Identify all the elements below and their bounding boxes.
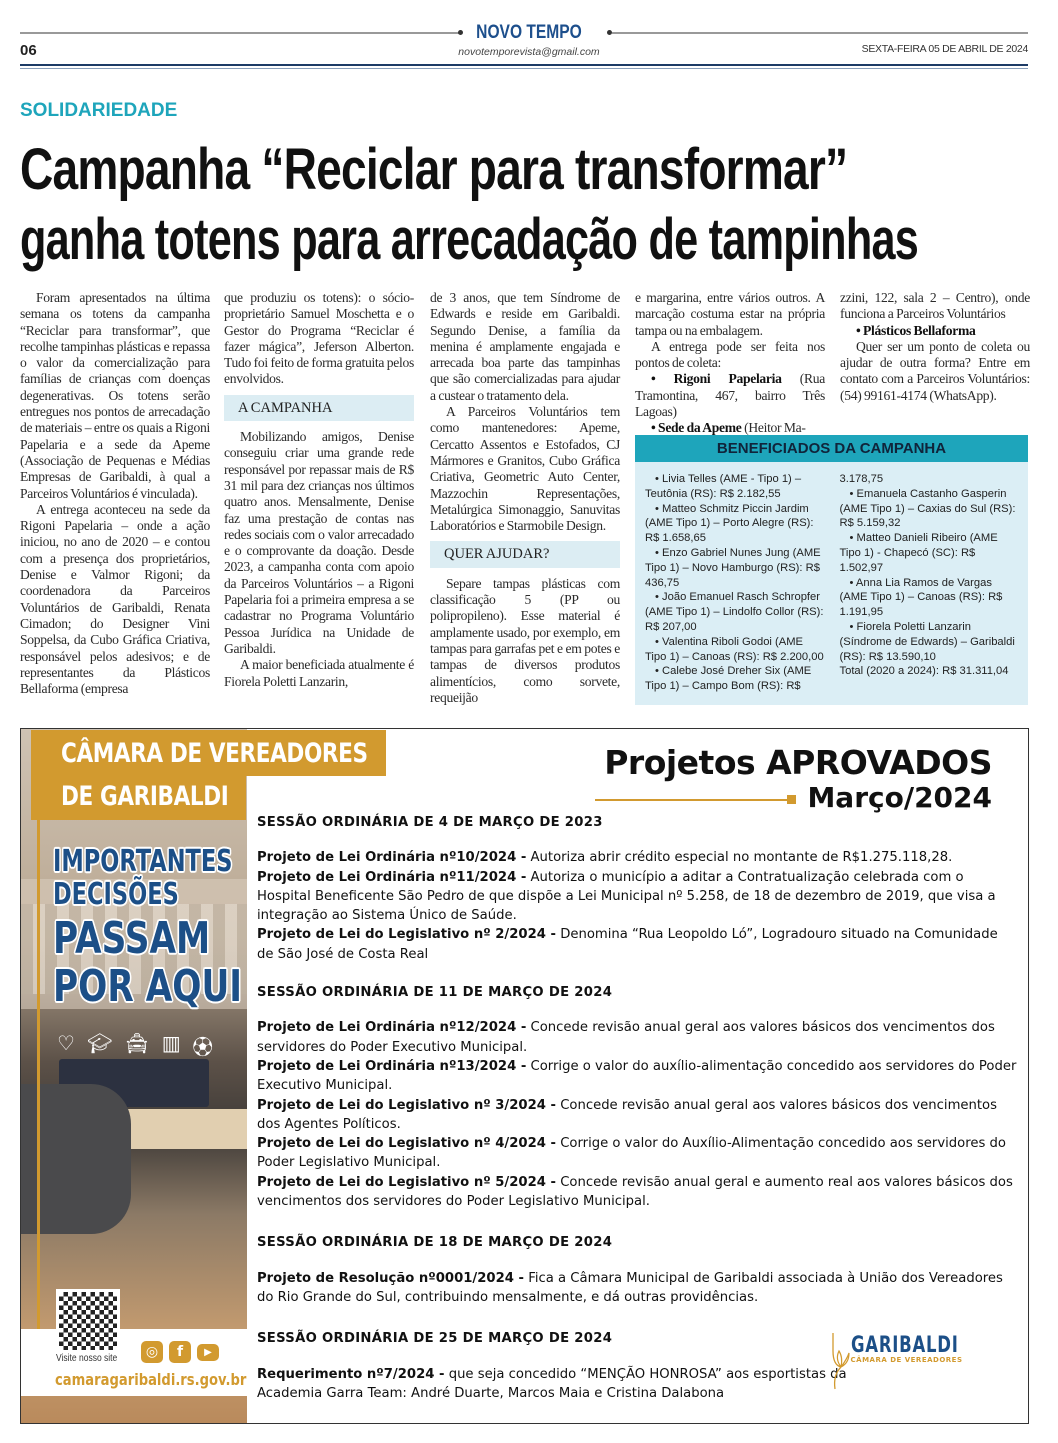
slogan-line: POR AQUI <box>53 961 243 1012</box>
session-heading: SESSÃO ORDINÁRIA DE 18 DE MARÇO DE 2024 <box>257 1235 613 1251</box>
session <box>257 813 1017 964</box>
slogan-line: DECISÕES <box>53 877 179 912</box>
advertisement-camara <box>20 728 1029 1424</box>
article-column-3 <box>430 290 620 706</box>
list-item: • Enzo Gabriel Nunes Jung (AME Tipo 1) – Novo Hamburgo (RS): R$ 436,75 <box>645 546 826 590</box>
subheading-quer-ajudar: QUER AJUDAR? <box>430 541 620 567</box>
header-divider <box>20 64 1028 66</box>
visit-label: Visite nosso site <box>56 1353 118 1364</box>
collection-point: • Plásticos Bellaforma <box>856 322 976 338</box>
headline-line-2: ganha totens para arrecadação de tampinhas <box>20 207 919 272</box>
title-accent-line <box>595 799 790 801</box>
list-item: • Emanuela Castanho Gasperin (AME Tipo 1) – Caxias do Sul (RS): R$ 5.159,32 <box>840 487 1021 531</box>
project-item: Projeto de Lei Ordinária nº11/2024 - Autoriza o município a aditar a Contratualização celebrada com o Hospital Beneficente São Pedro de que dispõe a Lei Municipal nº 5.258, de 18 de dezembro de 2019, que visa a integração ao Sistema Único de Saúde. <box>257 869 996 924</box>
paragraph: Foram apresentados na última semana os totens da campanha “Reciclar para transformar”, que recolhe tampinhas plásticas e repassa o valor da comercialização para famílias de crianças com doenças degenerativas. Os totens serão entregues nos pontos de arrecadação de materiais – entre os quais a Rigoni Papelaria e a sede da Apeme (Associação de Pequenas e Médias Empresas de Garibaldi, à qual a Parceiros Voluntários é vinculada). <box>20 290 210 501</box>
slogan-line: IMPORTANTES <box>53 844 233 879</box>
ad-title: Projetos APROVADOS <box>604 743 992 782</box>
paragraph: Mobilizando amigos, Denise conseguiu criar uma grande rede responsável por repassar mais de R$ 31 mil para dez crianças nos últimos quatro anos. Mensalmente, Denise faz uma prestação de contas nas redes sociais com o valor arrecadado e o comprovante da doação. Desde 2023, a campanha conta com apoio da Parceiros Voluntários – a Rigoni Papelaria foi a primeira empresa a se cadastrar no Programa Voluntário Pessoa Jurídica na Unidade de Garibaldi. <box>224 429 414 656</box>
collection-point: • Rigoni Papelaria (Rua Tramontina, 467, bairro Três Lagoas) <box>635 371 825 420</box>
chamber-photo <box>21 729 247 1423</box>
masthead: NOVO TEMPO <box>476 22 582 43</box>
title-accent-square <box>787 795 796 804</box>
facebook-icon[interactable]: f <box>169 1341 191 1363</box>
list-item: • Livia Telles (AME - Tipo 1) – Teutônia (RS): R$ 2.182,55 <box>645 472 826 502</box>
qr-code[interactable] <box>56 1289 120 1353</box>
banner-line-2: DE GARIBALDI <box>31 776 246 820</box>
project-item: Projeto de Lei do Legislativo nº 4/2024 - Corrige o valor do Auxílio-Alimentação concedido aos servidores do Poder Legislativo Municipal. <box>257 1136 1006 1171</box>
banner-line-1: CÂMARA DE VEREADORES <box>31 730 386 776</box>
heart-pulse-icon: ♡ <box>57 1031 75 1055</box>
masthead-email: novotemporevista@gmail.com <box>458 46 600 58</box>
list-item: • Matteo Schmitz Piccin Jardim (AME Tipo 1) – Porto Alegre (RS): R$ 1.658,65 <box>645 502 826 546</box>
paragraph: A entrega pode ser feita nos pontos de coleta: <box>635 338 825 371</box>
list-item: • Calebe José Dreher Six (AME Tipo 1) – Campo Bom (RS): R$ 3.178,75 <box>645 472 1020 694</box>
session-heading: SESSÃO ORDINÁRIA DE 4 DE MARÇO DE 2023 <box>257 815 603 830</box>
beneficiaries-box <box>635 435 1028 705</box>
article-column-4 <box>635 290 825 437</box>
paragraph: zzini, 122, sala 2 – Centro), onde funciona a Parceiros Voluntários <box>840 290 1030 322</box>
project-item: Projeto de Resolução nº0001/2024 - Fica a Câmara Municipal de Garibaldi associada à União dos Vereadores do Rio Grande do Sul, contribuindo mensalmente, e dá outras providências. <box>257 1270 1003 1305</box>
session <box>257 1329 897 1403</box>
service-icons <box>57 1031 213 1060</box>
paragraph: Quer ser um ponto de coleta ou ajudar de outra forma? Entre em contato com a Parceiros Voluntários: (54) 99161-4174 (WhatsApp). <box>840 338 1030 403</box>
session <box>257 1233 1017 1307</box>
sport-icon: ⚽︎ <box>192 1035 213 1059</box>
paragraph: A Parceiros Voluntários tem como mantenedores: Apeme, Cercatto Assentos e Estofados, CJ Mármores e Granitos, Cubo Gráfica Criativa, Geometric Auto Center, Mazzochin Representações, Metalúrgica Simonaggio, Sanuvitas Laboratórios e Starmobile Design. <box>430 404 620 534</box>
section-label: SOLIDARIEDADE <box>20 100 178 121</box>
project-item: Projeto de Lei Ordinária nº10/2024 - Autoriza abrir crédito especial no montante de R$1.275.118,28. <box>257 850 953 866</box>
list-item: • João Emanuel Rasch Schropfer (AME Tipo 1) – Lindolfo Collor (RS): R$ 207,00 <box>645 590 826 634</box>
instagram-icon[interactable]: ◎ <box>141 1341 163 1363</box>
subheading-a-campanha: A CAMPANHA <box>224 395 414 421</box>
page-number: 06 <box>20 42 37 59</box>
youtube-icon[interactable]: ▶ <box>197 1344 219 1361</box>
collection-point: • Sede da Apeme (Heitor Ma- <box>651 420 806 436</box>
project-item: Requerimento nº7/2024 - que seja concedido “MENÇÃO HONROSA” aos esportistas da Academia Garra Team: André Duarte, Marcos Maia e Cristina Dalabona <box>257 1366 847 1401</box>
article-column-1 <box>20 290 210 697</box>
sessions-list <box>257 813 1017 1422</box>
paragraph: A maior beneficiada atualmente é Fiorela Poletti Lanzarin, <box>224 657 414 689</box>
session-heading: SESSÃO ORDINÁRIA DE 25 DE MARÇO DE 2024 <box>257 1331 613 1347</box>
beneficiaries-list <box>635 462 1028 694</box>
project-item: Projeto de Lei do Legislativo nº 3/2024 - Concede revisão anual geral aos valores básicos dos vencimentos dos Agentes Políticos. <box>257 1097 997 1132</box>
accent-line <box>37 779 40 1386</box>
paragraph: e margarina, entre vários outros. A marcação costuma estar na própria tampa ou na embalagem. <box>635 290 825 338</box>
website-link[interactable]: camaragaribaldi.rs.gov.br <box>55 1370 247 1389</box>
project-item: Projeto de Lei Ordinária nº13/2024 - Corrige o valor do auxílio-alimentação concedido aos servidores do Poder Executivo Municipal. <box>257 1058 1017 1094</box>
article-column-5 <box>840 290 1030 404</box>
flower-icon <box>829 1331 851 1391</box>
ad-subtitle: Março/2024 <box>807 781 992 814</box>
list-item: • Valentina Riboli Godoi (AME Tipo 1) – Canoas (RS): R$ 2.200,00 <box>645 635 826 665</box>
graduation-cap-icon: 🎓︎ <box>86 1031 113 1055</box>
list-item: • Matteo Danieli Ribeiro (AME Tipo 1) - Chapecó (SC): R$ 1.502,97 <box>840 531 1021 575</box>
headline-line-1: Campanha “Reciclar para transformar” <box>20 137 848 202</box>
project-item: Projeto de Lei Ordinária nº12/2024 - Concede revisão anual geral aos valores básicos dos vencimentos dos servidores do Poder Executivo Municipal. <box>257 1020 995 1055</box>
car-icon: 🚖︎ <box>124 1031 150 1055</box>
paragraph: A entrega aconteceu na sede da Rigoni Papelaria – onde a ação iniciou, no ano de 2020 – e contou com a presença dos proprietários, Denise e Valmor Rigoni; da coordenadora da Parceiros Voluntários de Garibaldi, Renata Cimadon; do Designer Vini Soppelsa, da Cubo Gráfica Criativa, responsável pelos adesivos; e de representantes da Plásticos Bellaforma (empresa <box>20 501 210 697</box>
article-column-2 <box>224 290 414 690</box>
paragraph: de 3 anos, que tem Síndrome de Edwards e reside em Garibaldi. Segundo Denise, a família da menina é amplamente engajada e arrecada boa parte das tampinhas que são comercializadas para ajudar a custear o tratamento dela. <box>430 290 620 403</box>
beneficiaries-title: BENEFICIADOS DA CAMPANHA <box>635 435 1028 462</box>
paragraph: Separe tampas plásticas com classificação 5 (PP ou polipropileno). Esse material é amplamente usado, por exemplo, em tampas para garrafas pet e em potes e tampas de diversos produtos alimentícios, como sorvete, requeijão <box>430 575 620 705</box>
issue-date: SEXTA-FEIRA 05 DE ABRIL DE 2024 <box>861 43 1028 55</box>
building-icon: ▥ <box>161 1031 181 1055</box>
camara-logo: GARIBALDI CÂMARA DE VEREADORES <box>851 1333 994 1364</box>
list-item: • Anna Lia Ramos de Vargas (AME Tipo 1) – Canoas (RS): R$ 1.191,95 <box>840 576 1021 620</box>
paragraph: que produziu os totens): o sócio-proprietário Samuel Moschetta e o Gestor do Programa “Reciclar é fazer mágica”, Jeferson Alberton. Tudo foi feito de forma gratuita pelos envolvidos. <box>224 290 414 387</box>
slogan-line: PASSAM <box>53 913 211 964</box>
project-item: Projeto de Lei do Legislativo nº 2/2024 - Denomina “Rua Leopoldo Ló”, Logradouro situado na Comunidade de São José de Costa Real <box>257 927 998 962</box>
header-divider <box>20 68 1028 69</box>
total-amount: Total (2020 a 2024): R$ 31.311,04 <box>839 665 1009 678</box>
list-item: • Fiorela Poletti Lanzarin (Síndrome de Edwards) – Garibaldi (RS): R$ 13.590,10 <box>840 620 1021 664</box>
project-item: Projeto de Lei do Legislativo nº 5/2024 - Concede revisão anual geral e aumento real aos valores básicos dos vencimentos dos servidores do Poder Legislativo Municipal. <box>257 1174 1013 1210</box>
session <box>257 983 1017 1211</box>
session-heading: SESSÃO ORDINÁRIA DE 11 DE MARÇO DE 2024 <box>257 985 613 1001</box>
